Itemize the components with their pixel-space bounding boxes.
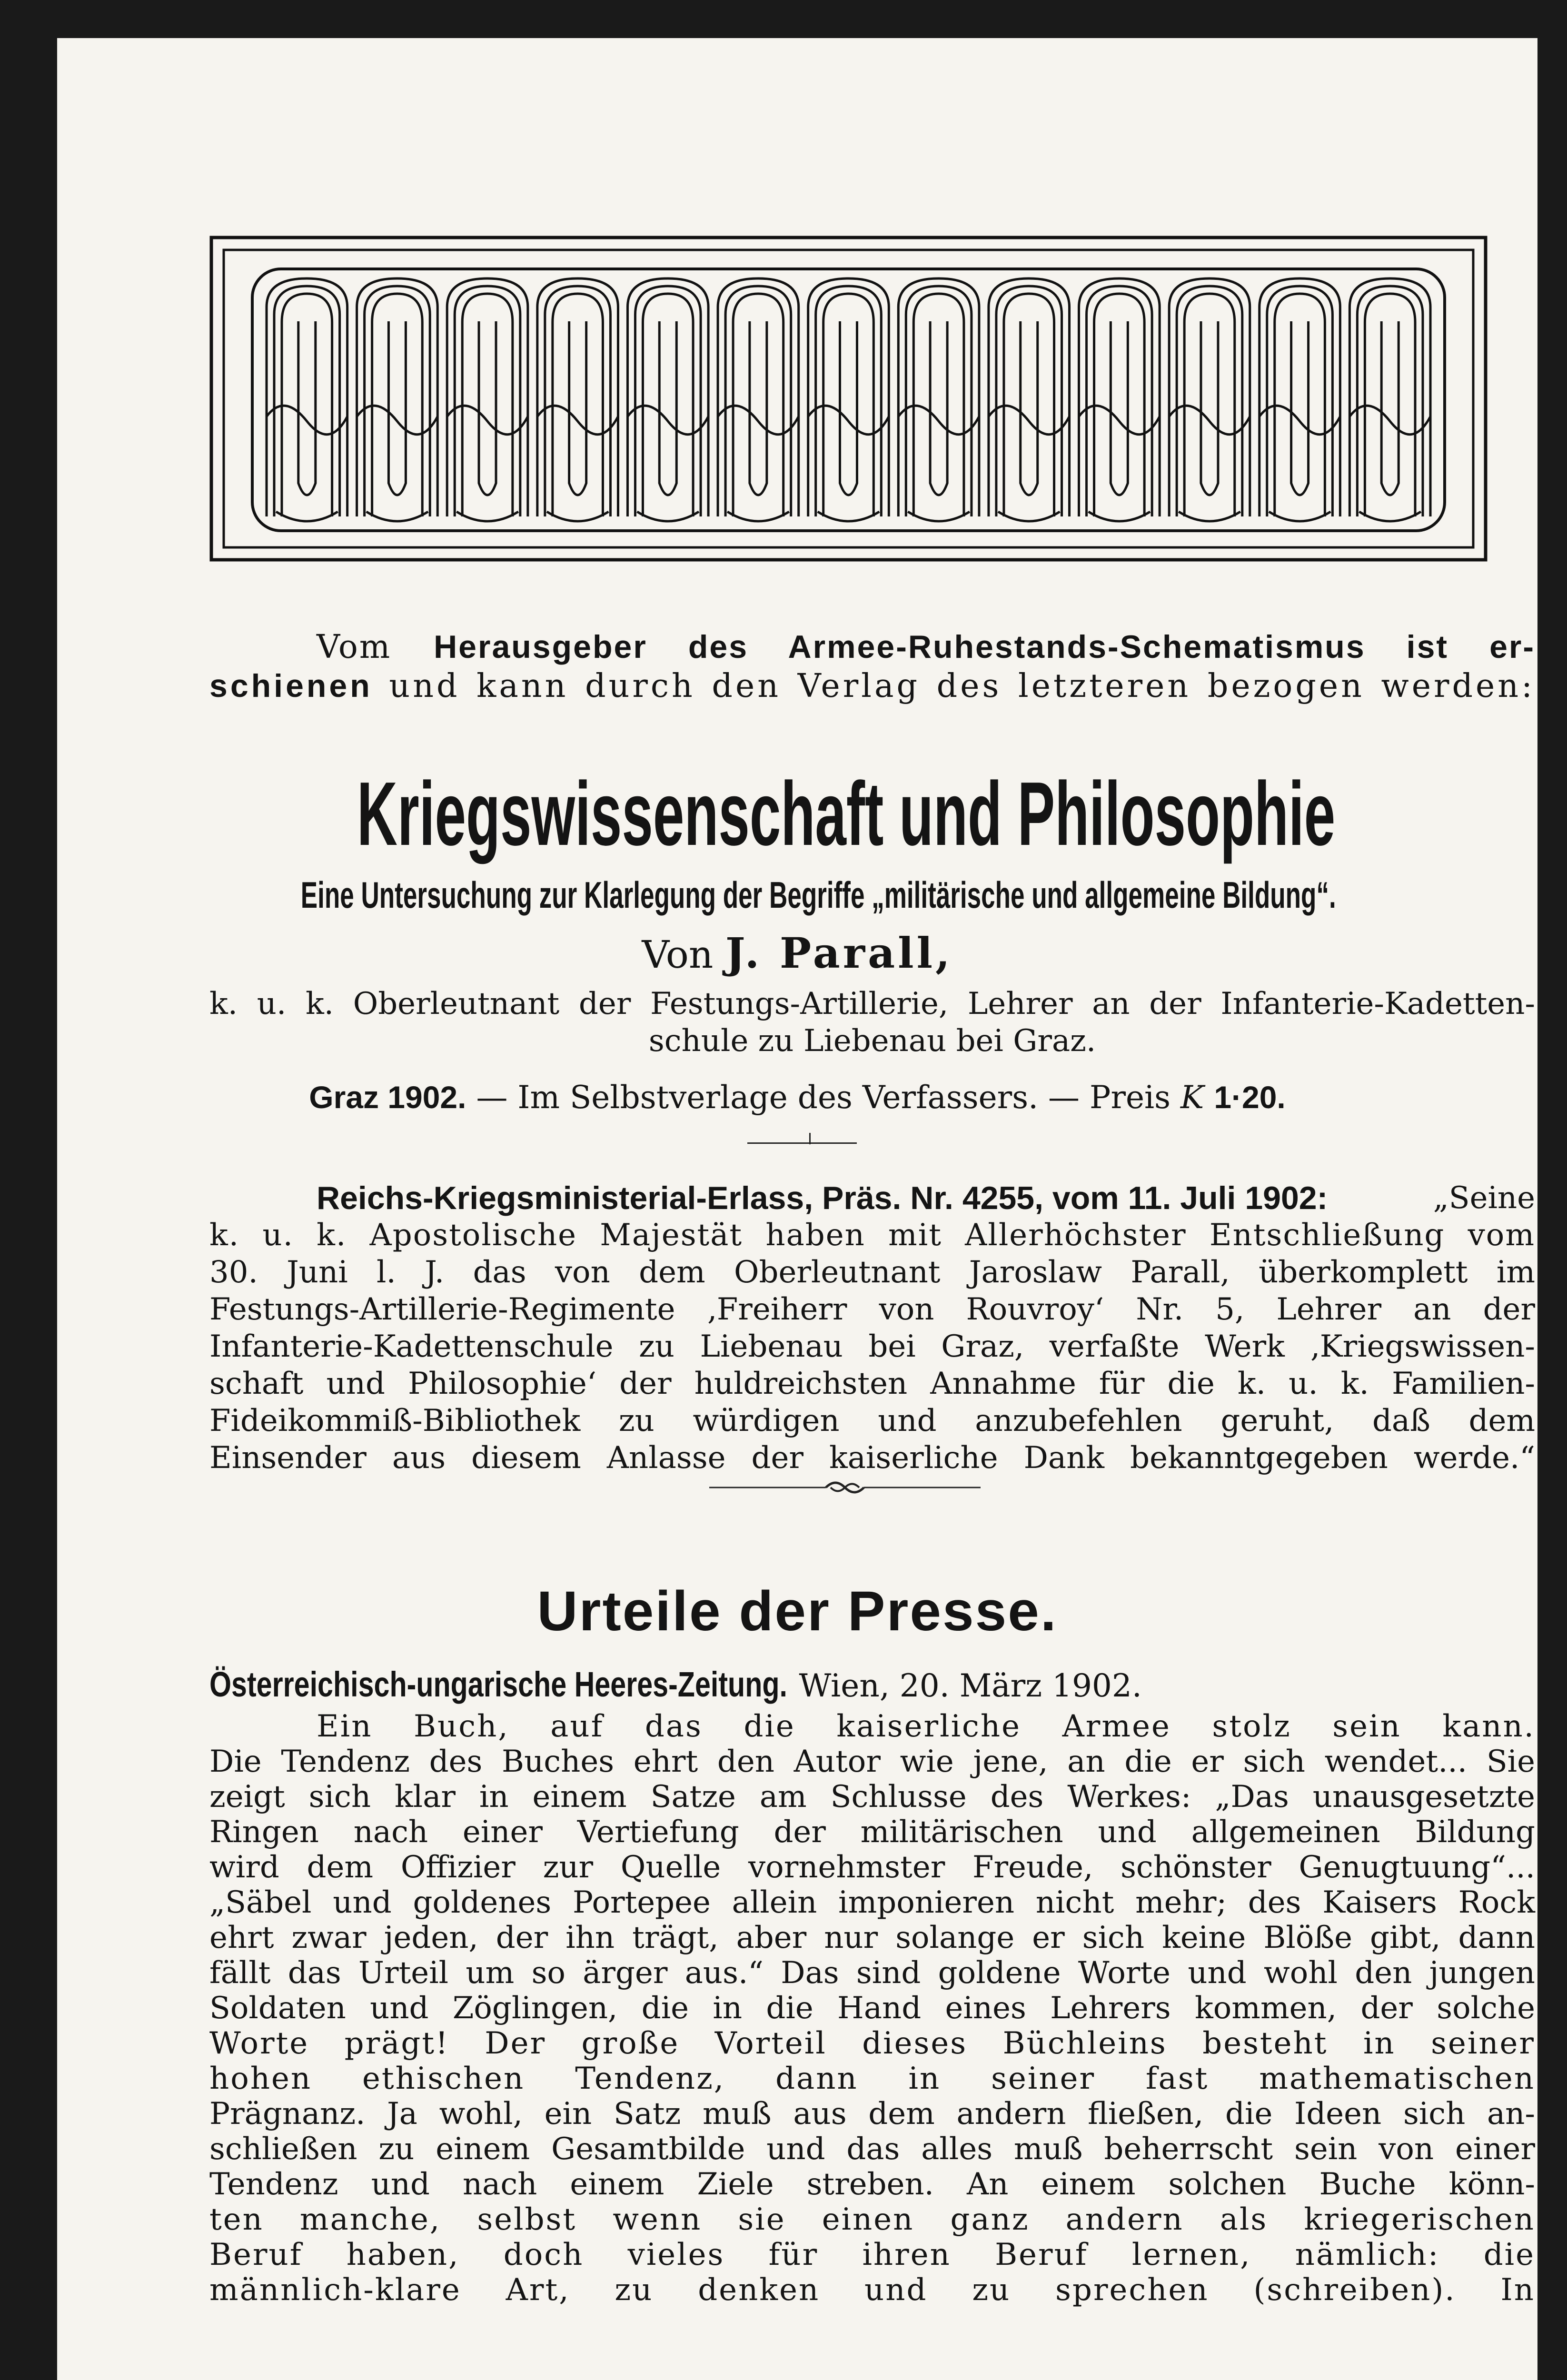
ornament-unit — [1260, 278, 1340, 521]
short-divider-tick — [809, 1133, 811, 1144]
press-source-name: Österreichisch-ungarische Heeres-Zeitung. — [209, 1665, 787, 1704]
review-line: ten manche, selbst wenn sie einen ganz andern als kriegerischen — [209, 2202, 1535, 2237]
press-source — [209, 1665, 1535, 1706]
author-name: J. Parall, — [725, 928, 953, 978]
decree-line: Fideikommiß-Bibliothek zu würdigen und anzubefehlen geruht, daß dem — [209, 1403, 1535, 1438]
author-desc-2: schule zu Liebenau bei Graz. — [648, 1023, 1096, 1059]
decree-line-0 — [209, 1180, 1535, 1217]
decree-line: k. u. k. Apostolische Majestät haben mit Allerhöchster Entschließung vom — [209, 1218, 1535, 1253]
ornament-banner — [209, 236, 1488, 562]
intro-line-2 — [209, 666, 1535, 706]
author-desc-1: k. u. k. Oberleutnant der Festungs-Artillerie, Lehrer an der Infanterie-Kadetten- — [209, 986, 1535, 1021]
decree-line: 30. Juni l. J. das von dem Oberleutnant Jaroslaw Parall, überkomplett im — [209, 1255, 1535, 1290]
press-heading: Urteile der Presse. — [537, 1580, 1058, 1643]
ornament-unit — [898, 278, 979, 521]
review-line: schließen zu einem Gesamtbilde und das alles muß beherrscht sein von einer — [209, 2132, 1535, 2167]
review-line: ehrt zwar jeden, der ihn trägt, aber nur solange er sich keine Blöße gibt, dann — [209, 1920, 1535, 1955]
press-source-date: Wien, 20. März 1902. — [799, 1667, 1142, 1704]
author-line — [57, 929, 1537, 979]
ornament-unit — [1349, 278, 1430, 521]
review-line: hohen ethischen Tendenz, dann in seiner fast mathematischen — [209, 2061, 1535, 2096]
ornament-unit — [357, 278, 438, 521]
by-prefix: Von — [642, 932, 714, 977]
publication-line — [57, 1077, 1537, 1118]
ornament-unit — [1079, 278, 1160, 521]
review-line: zeigt sich klar in einem Satze am Schlusse des Werkes: „Das unausgesetzte — [209, 1779, 1535, 1815]
ornament-unit — [267, 278, 347, 521]
ornament-unit — [808, 278, 889, 521]
fleuron-ornament — [709, 1476, 981, 1499]
fleuron-divider — [709, 1476, 981, 1499]
intro-plain-2: und kann durch den Verlag des letzteren bezogen werden: — [389, 667, 1535, 705]
review-line: fällt das Urteil um so ärger aus.“ Das sind goldene Worte und wohl den jungen — [209, 1955, 1535, 1991]
book-subtitle-wrap — [57, 873, 1537, 916]
ornament-unit — [1169, 278, 1250, 521]
review-line: Soldaten und Zöglingen, die in die Hand eines Lehrers kommen, der solche — [209, 1991, 1535, 2026]
intro-bold-2: schienen — [209, 668, 373, 704]
decree-line: schaft und Philosophie‘ der huldreichsten Annahme für die k. u. k. Familien- — [209, 1366, 1535, 1401]
decree-line: Einsender aus diesem Anlasse der kaiserliche Dank bekanntgegeben werde.“ — [209, 1440, 1535, 1476]
price-value: 1·20. — [1214, 1080, 1286, 1115]
ornament-unit — [989, 278, 1070, 521]
decree-line: Infanterie-Kadettenschule zu Liebenau bei Graz, verfaßte Werk ‚Kriegswissen- — [209, 1329, 1535, 1364]
pub-place-year: Graz 1902. — [309, 1080, 466, 1115]
review-line: Prägnanz. Ja wohl, ein Satz muß aus dem andern fließen, die Ideen sich an- — [209, 2096, 1535, 2132]
short-divider — [747, 1142, 857, 1144]
review-line: Ein Buch, auf das die kaiserliche Armee stolz sein kann. — [317, 1709, 1535, 1744]
review-line: Beruf haben, doch vieles für ihren Beruf lernen, nämlich: die — [209, 2237, 1535, 2272]
book-title-wrap — [57, 764, 1537, 864]
intro-plain-1: Vom — [317, 628, 392, 666]
intro-bold-1: Herausgeber des Armee-Ruhestands-Schematismus ist er- — [434, 629, 1535, 665]
ornament-motifs — [252, 269, 1445, 531]
decree-heading: Reichs-Kriegsministerial-Erlass, Präs. Nr. 4255, vom 11. Juli 1902: — [317, 1180, 1328, 1216]
ornament-unit — [718, 278, 799, 521]
press-heading-wrap — [57, 1578, 1537, 1645]
review-line: Ringen nach einer Vertiefung der militärischen und allgemeinen Bildung — [209, 1815, 1535, 1850]
pub-mid: — Im Selbstverlage des Verfassers. — Preis — [476, 1079, 1171, 1116]
price-currency: K — [1180, 1079, 1204, 1116]
decree-line-text-0: „Seine — [1433, 1180, 1535, 1216]
review-line: männlich-klare Art, zu denken und zu sprechen (schreiben). In — [209, 2272, 1535, 2308]
ornament-outline — [252, 269, 1445, 531]
ornament-unit — [537, 278, 618, 521]
ornament-unit — [627, 278, 708, 521]
scanned-page — [57, 38, 1537, 2380]
ornament-frame — [209, 236, 1488, 562]
review-line: „Säbel und goldenes Portepee allein imponieren nicht mehr; des Kaisers Rock — [209, 1885, 1535, 1920]
review-line: wird dem Offizier zur Quelle vornehmster Freude, schönster Genugtuung“... — [209, 1850, 1535, 1885]
book-subtitle: Eine Untersuchung zur Klarlegung der Begriffe „militärische und allgemeine Bildung“. — [300, 874, 1336, 916]
book-title: Kriegswissenschaft und Philosophie — [357, 764, 1336, 864]
review-line: Worte prägt! Der große Vorteil dieses Büchleins besteht in seiner — [209, 2026, 1535, 2061]
decree-line: Festungs-Artillerie-Regimente ‚Freiherr von Rouvroy‘ Nr. 5, Lehrer an der — [209, 1292, 1535, 1327]
review-line: Tendenz und nach einem Ziele streben. An einem solchen Buche könn- — [209, 2167, 1535, 2202]
intro-line-1 — [209, 627, 1535, 667]
review-line: Die Tendenz des Buches ehrt den Autor wie jene, an die er sich wendet... Sie — [209, 1744, 1535, 1779]
ornament-unit — [447, 278, 528, 521]
